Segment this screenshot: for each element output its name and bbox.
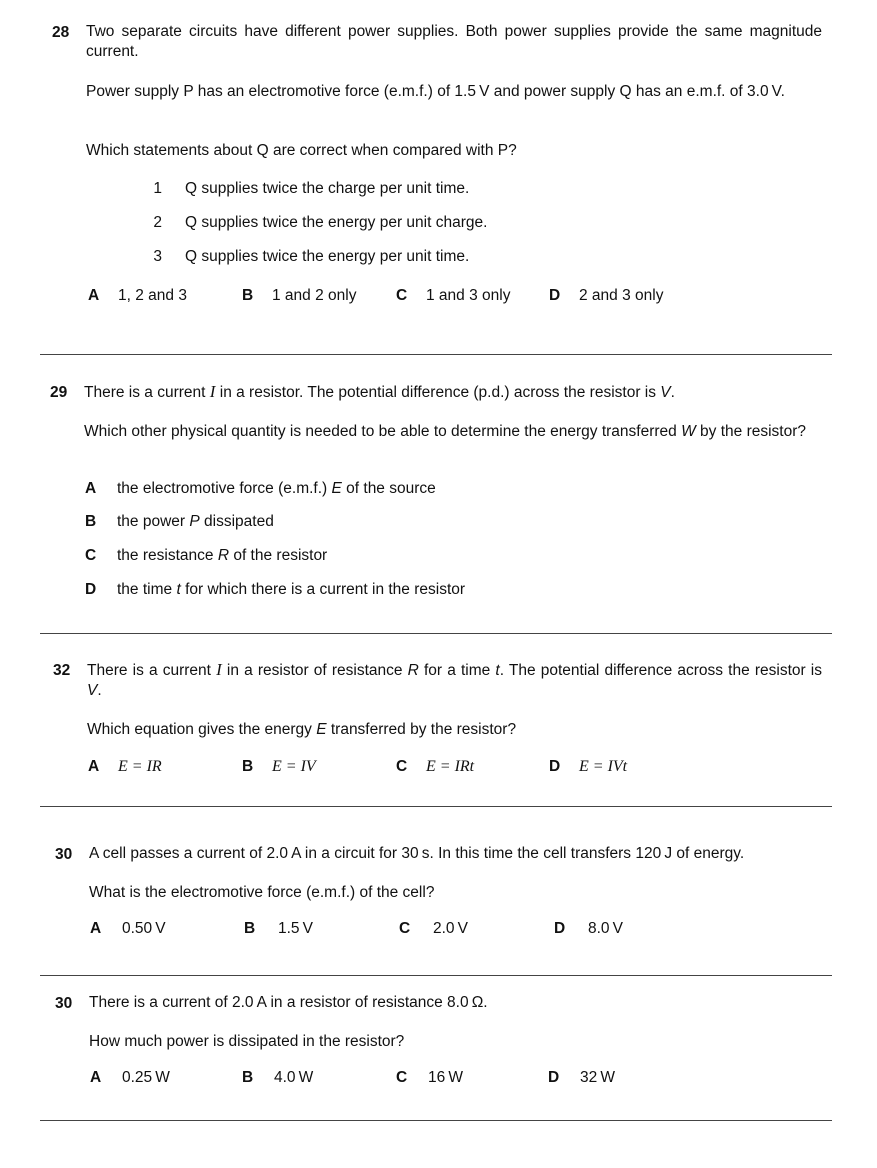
option-text: 4.0 W — [274, 1069, 314, 1086]
option-letter: A — [90, 920, 102, 937]
option-letter: D — [549, 287, 561, 304]
option-letter: B — [244, 920, 256, 937]
option-text: 32 W — [580, 1069, 615, 1086]
option-b[interactable] — [242, 758, 316, 776]
option-c[interactable]: C the resistance R of the resistor — [85, 547, 328, 564]
divider — [40, 975, 832, 976]
statement-number: 2 — [153, 214, 162, 231]
option-letter: C — [85, 547, 97, 564]
option-b[interactable] — [244, 920, 313, 938]
option-text: 0.25 W — [122, 1069, 170, 1086]
option-d[interactable] — [548, 1069, 615, 1087]
divider — [40, 1120, 832, 1121]
option-d[interactable] — [549, 758, 627, 776]
option-letter: D — [548, 1069, 560, 1086]
question-stem: A cell passes a current of 2.0 A in a circuit for 30 s. In this time the cell transfers 120 J of energy. — [89, 845, 745, 862]
question-prompt: Which statements about Q are correct when compared with P? — [86, 142, 517, 159]
option-letter: A — [88, 287, 100, 304]
option-text: 1.5 V — [278, 920, 313, 937]
option-text: 1 and 2 only — [272, 287, 357, 304]
statement-text: Q supplies twice the charge per unit time. — [185, 180, 470, 197]
option-text: 2.0 V — [433, 920, 468, 937]
question-stem: There is a current I in a resistor. The potential difference (p.d.) across the resistor is V. — [84, 382, 675, 401]
option-equation: E = IR — [118, 758, 162, 775]
option-equation: E = IRt — [426, 758, 475, 775]
question-prompt: Which equation gives the energy E transferred by the resistor? — [87, 721, 517, 738]
option-letter: D — [85, 581, 97, 598]
option-equation: E = IV — [272, 758, 316, 775]
statement-text: Q supplies twice the energy per unit charge. — [185, 214, 488, 231]
option-d[interactable] — [549, 287, 663, 305]
option-a[interactable]: A the electromotive force (e.m.f.) E of the source — [85, 480, 436, 497]
option-letter: C — [399, 920, 411, 937]
question-stem: There is a current of 2.0 A in a resistor of resistance 8.0 Ω. — [89, 994, 488, 1011]
option-text: 8.0 V — [588, 920, 623, 937]
option-letter: C — [396, 1069, 408, 1086]
question-number: 30 — [55, 846, 73, 863]
option-b[interactable] — [242, 1069, 313, 1087]
option-text: 1 and 3 only — [426, 287, 511, 304]
divider — [40, 806, 832, 807]
statement-number: 1 — [153, 180, 162, 197]
option-c[interactable] — [396, 1069, 463, 1087]
option-text: 2 and 3 only — [579, 287, 664, 304]
option-c[interactable] — [399, 920, 468, 938]
option-text: 1, 2 and 3 — [118, 287, 187, 304]
question-number: 30 — [55, 995, 73, 1012]
option-a[interactable] — [88, 758, 162, 776]
option-letter: D — [554, 920, 566, 937]
question-number: 29 — [50, 384, 68, 401]
option-a[interactable] — [88, 287, 187, 305]
option-letter: B — [85, 513, 97, 530]
question-stem: Two separate circuits have different power supplies. Both power supplies provide the same magnitude current. — [86, 23, 822, 60]
option-letter: C — [396, 758, 408, 775]
option-letter: D — [549, 758, 561, 775]
question-prompt: What is the electromotive force (e.m.f.) of the cell? — [89, 884, 435, 901]
option-letter: B — [242, 1069, 254, 1086]
statement-text: Q supplies twice the energy per unit time. — [185, 248, 470, 265]
option-letter: B — [242, 758, 254, 775]
divider — [40, 633, 832, 634]
option-letter: A — [90, 1069, 102, 1086]
option-c[interactable] — [396, 287, 510, 305]
option-d[interactable] — [554, 920, 623, 938]
option-c[interactable] — [396, 758, 474, 776]
question-number: 28 — [52, 24, 70, 41]
divider — [40, 354, 832, 355]
option-equation: E = IVt — [579, 758, 628, 775]
option-b[interactable]: B the power P dissipated — [85, 513, 274, 530]
question-stem-emf: Power supply P has an electromotive force (e.m.f.) of 1.5 V and power supply Q has an e.m.f. of 3.0 V. — [86, 83, 785, 100]
option-letter: A — [88, 758, 100, 775]
option-text: 0.50 V — [122, 920, 166, 937]
option-d[interactable]: D the time t for which there is a current in the resistor — [85, 581, 466, 598]
option-a[interactable] — [90, 920, 166, 938]
question-number: 32 — [53, 662, 71, 679]
option-letter: A — [85, 480, 97, 497]
option-text: 16 W — [428, 1069, 463, 1086]
question-prompt: Which other physical quantity is needed to be able to determine the energy transferred W by the resistor? — [84, 423, 807, 440]
option-a[interactable] — [90, 1069, 170, 1087]
statement-number: 3 — [153, 248, 162, 265]
question-prompt: How much power is dissipated in the resistor? — [89, 1033, 405, 1050]
question-stem: There is a current I in a resistor of resistance R for a time t. The potential difference across the resistor is V. — [87, 660, 822, 699]
option-letter: C — [396, 287, 408, 304]
option-letter: B — [242, 287, 254, 304]
option-b[interactable] — [242, 287, 356, 305]
